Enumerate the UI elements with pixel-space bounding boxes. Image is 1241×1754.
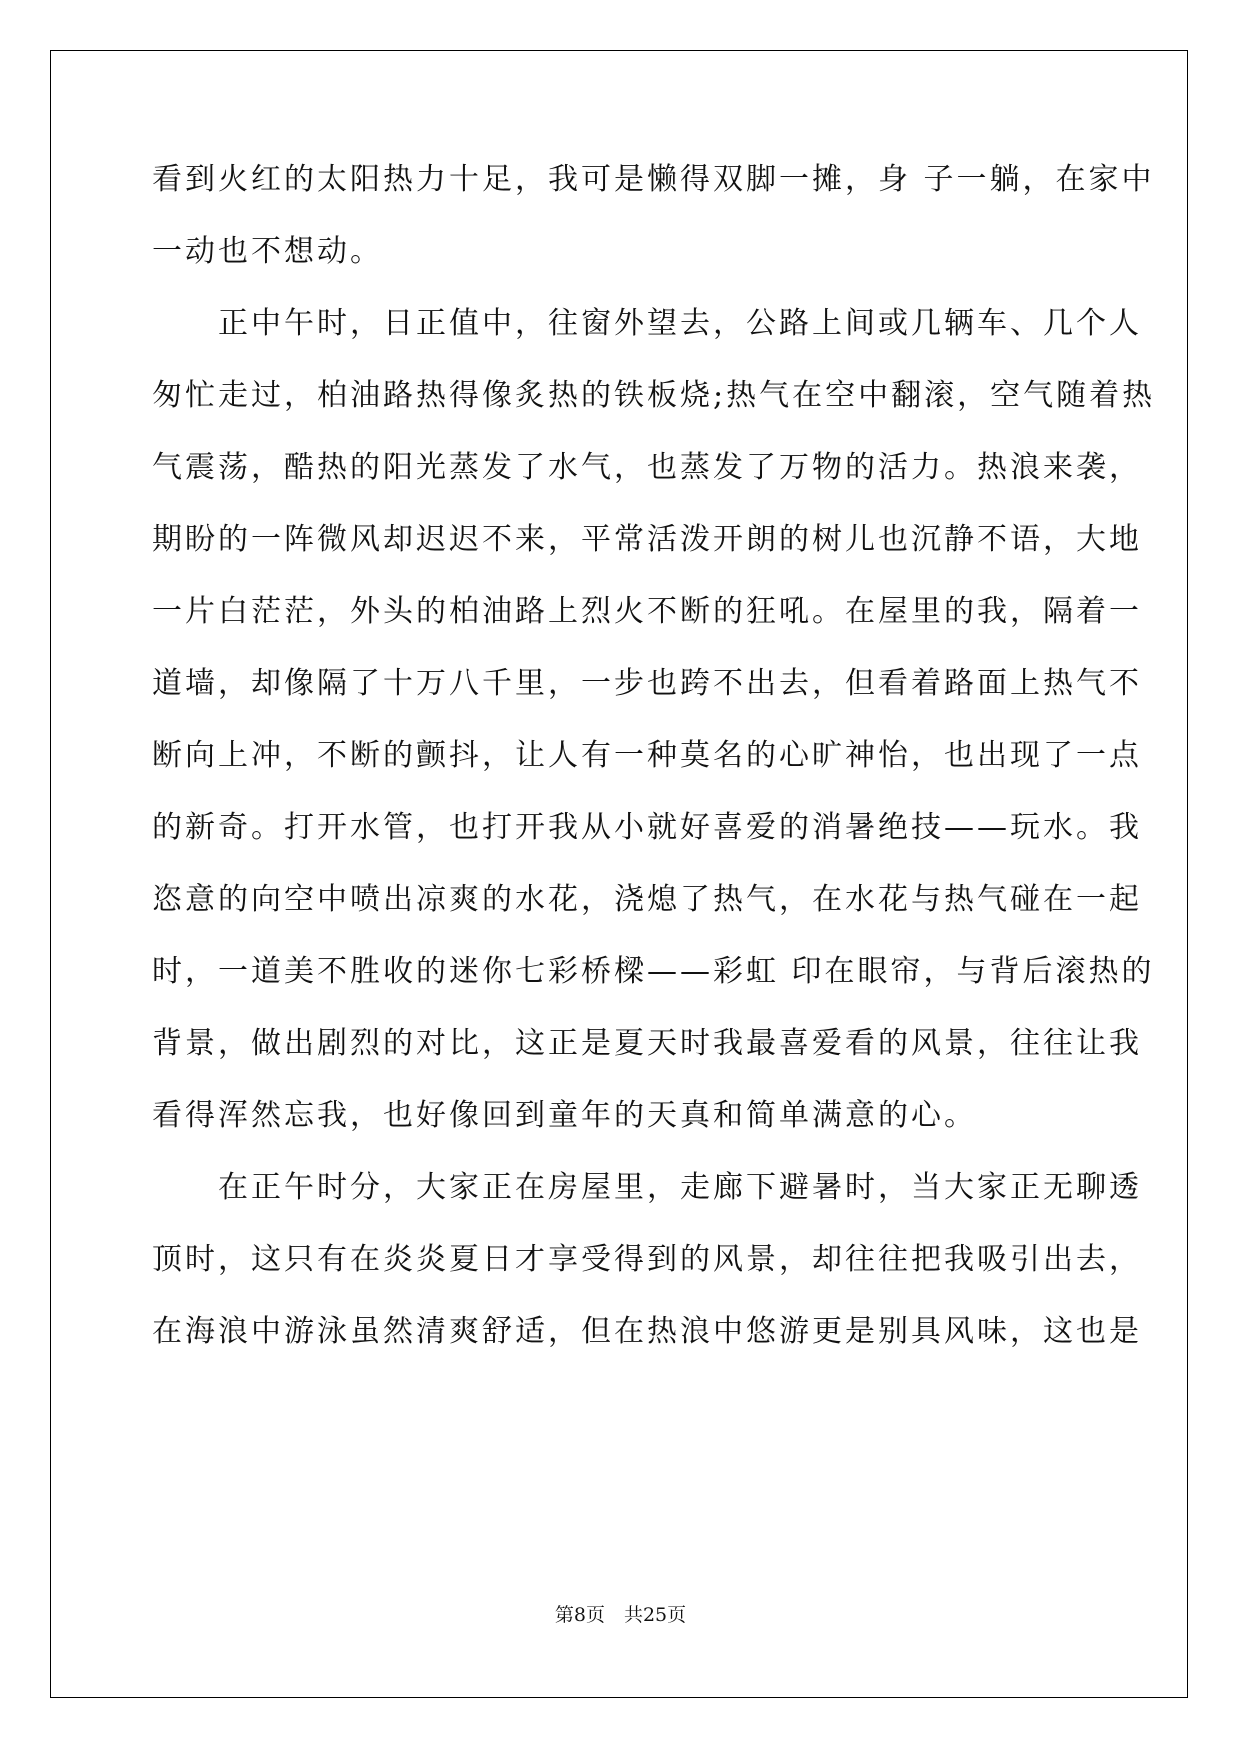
text-line: 看得浑然忘我，也好像回到童年的天真和简单满意的心。 <box>152 1098 977 1133</box>
text-line: 一动也不想动。 <box>152 234 383 269</box>
text-line: 恣意的向空中喷出凉爽的水花，浇熄了热气，在水花与热气碰在一起 <box>152 882 1142 917</box>
text-line: 道墙，却像隔了十万八千里，一步也跨不出去，但看着路面上热气不 <box>152 666 1142 701</box>
text-line: 看到火红的太阳热力十足，我可是懒得双脚一摊，身 子一躺，在家中 <box>152 162 1155 197</box>
page-number: 第8页 共25页 <box>554 1604 687 1626</box>
text-line: 背景，做出剧烈的对比，这正是夏天时我最喜爱看的风景，往往让我 <box>152 1026 1142 1061</box>
page-border <box>50 50 1188 1698</box>
text-line: 气震荡，酷热的阳光蒸发了水气，也蒸发了万物的活力。热浪来袭， <box>152 450 1142 485</box>
text-line: 匆忙走过，柏油路热得像炙热的铁板烧;热气在空中翻滚，空气随着热 <box>152 378 1156 413</box>
text-line: 在海浪中游泳虽然清爽舒适，但在热浪中悠游更是别具风味，这也是 <box>152 1314 1142 1349</box>
text-line: 时，一道美不胜收的迷你七彩桥樑——彩虹 印在眼帘，与背后滚热的 <box>152 954 1155 989</box>
text-line: 在正午时分，大家正在房屋里，走廊下避暑时，当大家正无聊透 <box>152 1170 1142 1205</box>
text-line: 正中午时，日正值中，往窗外望去，公路上间或几辆车、几个人 <box>152 306 1142 341</box>
page-footer <box>0 1603 1241 1627</box>
text-line: 的新奇。打开水管，也打开我从小就好喜爱的消暑绝技——玩水。我 <box>152 810 1142 845</box>
text-line: 期盼的一阵微风却迟迟不来，平常活泼开朗的树儿也沉静不语，大地 <box>152 522 1142 557</box>
text-line: 断向上冲，不断的颤抖，让人有一种莫名的心旷神怡，也出现了一点 <box>152 738 1142 773</box>
text-line: 顶时，这只有在炎炎夏日才享受得到的风景，却往往把我吸引出去， <box>152 1242 1142 1277</box>
text-line: 一片白茫茫，外头的柏油路上烈火不断的狂吼。在屋里的我，隔着一 <box>152 594 1142 629</box>
